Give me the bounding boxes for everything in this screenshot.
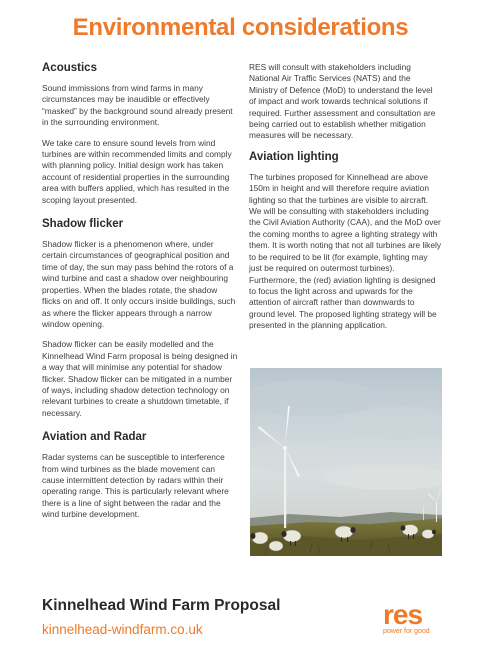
aviation-radar-paragraph-2: RES will consult with stakeholders including National Air Traffic Services (NATS) and the Ministry of Defence (MoD) to understand the level of impact and work towards technical solutions if required. Further assessment and consultation are being carried out to establish whether mitigation measures will be necessary. [249,62,436,141]
page-title: Environmental considerations [72,14,409,41]
aviation-radar-heading: Aviation and Radar [42,431,147,444]
res-logo [383,600,445,642]
acoustics-heading: Acoustics [42,62,97,74]
shadow-flicker-paragraph-1: Shadow flicker is a phenomenon where, under certain circumstances of geographical position and time of day, the sun may pass behind the rotors of a wind turbine and cast a shadow over neighbouring properties. When the blades rotate, the shadow flicks on and off. It only occurs inside buildings, such as where the flicker appears through a narrow window opening. [42,239,236,329]
aviation-radar-paragraph-1: Radar systems can be susceptible to interference from wind turbines as the blade movement can cause intermittent detection by radars within their operating range. This is particularly relevant where there is a line of sight between the radar and the wind turbine development. [42,452,229,520]
shadow-flicker-heading: Shadow flicker [42,218,124,231]
aviation-lighting-paragraph: The turbines proposed for Kinnelhead are above 150m in height and will therefore require aviation lighting so that the turbines are visible to aircraft. We will be consulting with stakeholders including the Civil Aviation Authority (CAA), and the MoD over the coming months to agree a lighting strategy with them. It is worth noting that not all turbines are likely to be required to be lit (for example, lighting may just be required on outermost turbines). Furthermore, the (red) aviation lighting is designed to focus the light across and upwards for the attention of aircraft rather than downwards to ground level. The proposed lighting strategy will be presented in the planning application. [249,171,441,331]
right-column [249,62,441,341]
aviation-lighting-heading: Aviation lighting [249,150,339,163]
acoustics-paragraph-1: Sound immissions from wind farms in many circumstances may be inaudible or effectively “masked” by the background sound already present in the surrounding environment. [42,83,233,128]
left-column [42,62,238,530]
wind-farm-photo [250,368,442,556]
shadow-flicker-paragraph-2: Shadow flicker can be easily modelled and the Kinnelhead Wind Farm proposal is being designed in a way that will minimise any potential for shadow flicker. Shadow flicker can be mitigated in a number of ways, including shadow detection technology on relevant turbines to create a shutdown timetable, if necessary. [42,339,238,418]
res-logo-tagline: power for good [383,628,430,635]
footer-url-link[interactable]: kinnelhead-windfarm.co.uk [42,622,203,637]
res-logo-text: res [383,600,423,630]
acoustics-paragraph-2: We take care to ensure sound levels from wind turbines are within recommended limits and comply with planning policy. Initial design work has taken account of residential properties in the surrounding area with buffers applied, which has resulted in the scoping layout presented. [42,137,232,205]
footer-title: Kinnelhead Wind Farm Proposal [42,597,281,614]
